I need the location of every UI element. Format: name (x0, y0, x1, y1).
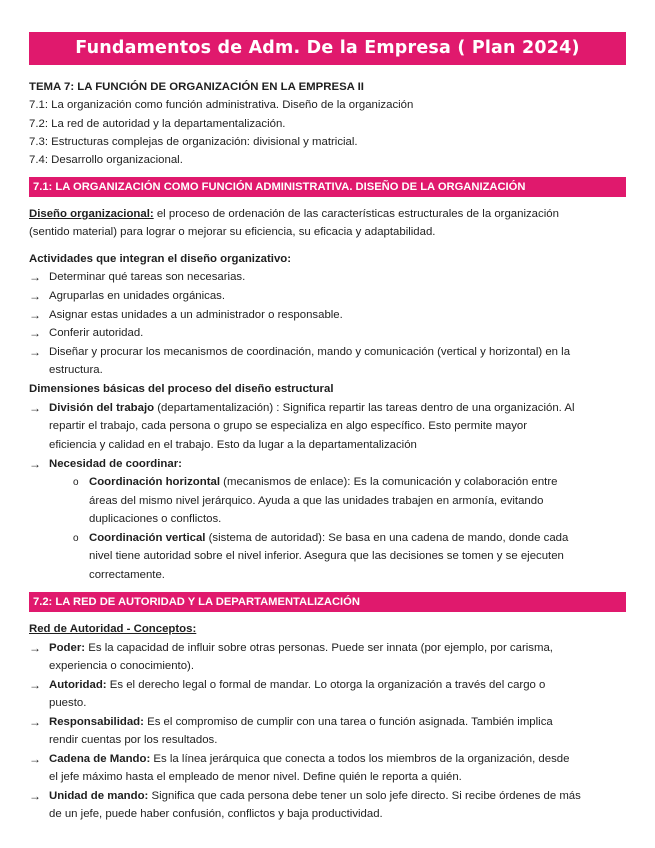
bullet-icon: o (73, 533, 79, 544)
list-item: Diseñar y procurar los mecanismos de coordinación, mando y comunicación (vertical y horizontal) en la (49, 346, 571, 358)
concept-text: Es el compromiso de cumplir con una tarea o función asignada. También implica (143, 716, 553, 728)
list-item-continuation: experiencia o conocimiento). (49, 660, 194, 672)
coord-h-text: (mecanismos de enlace): Es la comunicación y colaboración entre (220, 476, 558, 488)
toc-item: 7.4: Desarrollo organizacional. (29, 154, 183, 166)
definition-text: el proceso de ordenación de las características estructurales de la organización (153, 208, 559, 220)
arrow-icon: → (29, 270, 41, 284)
list-item (49, 751, 569, 768)
list-item-continuation: puesto. (49, 697, 87, 709)
dimensions-title: Dimensiones básicas del proceso del diseño estructural (29, 383, 334, 395)
coord-v-text: (sistema de autoridad): Se basa en una cadena de mando, donde cada (205, 532, 569, 544)
arrow-icon: → (29, 289, 41, 303)
concept-text: Es la línea jerárquica que conecta a todos los miembros de la organización, desde (150, 753, 570, 765)
list-item (49, 640, 553, 657)
sub-list-item-continuation: nivel tiene autoridad sobre el nivel inferior. Asegura que las decisiones se tomen y se ejecuten (89, 550, 564, 562)
division-term: División del trabajo (49, 402, 155, 414)
arrow-icon: → (29, 401, 41, 415)
concept-term: Responsabilidad: (49, 716, 144, 728)
concept-text: Es el derecho legal o formal de mandar. Lo otorga la organización a través del cargo o (106, 679, 546, 691)
arrow-icon: → (29, 345, 41, 359)
toc-item: 7.2: La red de autoridad y la departamentalización. (29, 118, 286, 130)
sub-list-item-continuation: áreas del mismo nivel jerárquico. Ayuda a que las unidades trabajen en armonía, evitando (89, 495, 544, 507)
concept-text: Es la capacidad de influir sobre otras personas. Puede ser innata (por ejemplo, por carisma, (85, 642, 553, 654)
list-item (49, 677, 545, 694)
definition-line (29, 206, 559, 223)
list-item (49, 714, 553, 731)
list-item-continuation: el jefe máximo hasta el empleado de menor nivel. Define quién le reporta a quién. (49, 771, 462, 783)
list-item-continuation: repartir el trabajo, cada persona o grupo se especializa en algo específico. Esto permite mayor (49, 420, 528, 432)
list-item: Conferir autoridad. (49, 327, 144, 339)
arrow-icon: → (29, 308, 41, 322)
list-item: Determinar qué tareas son necesarias. (49, 271, 246, 283)
definition-term: Diseño organizacional: (29, 208, 154, 220)
division-text: (departamentalización) : Significa repartir las tareas dentro de una organización. Al (154, 402, 575, 414)
arrow-icon: → (29, 789, 41, 803)
list-item (49, 400, 575, 417)
list-item (49, 788, 581, 805)
concept-term: Cadena de Mando: (49, 753, 151, 765)
coord-h-term: Coordinación horizontal (89, 476, 220, 488)
bullet-icon: o (73, 477, 79, 488)
arrow-icon: → (29, 752, 41, 766)
coordination-title: Necesidad de coordinar: (49, 458, 182, 470)
arrow-icon: → (29, 641, 41, 655)
toc-title: TEMA 7: LA FUNCIÓN DE ORGANIZACIÓN EN LA EMPRESA II (29, 81, 364, 93)
concept-term: Autoridad: (49, 679, 107, 691)
list-item: Agruparlas en unidades orgánicas. (49, 290, 226, 302)
activities-title: Actividades que integran el diseño organizativo: (29, 253, 292, 265)
toc-item: 7.3: Estructuras complejas de organización: divisional y matricial. (29, 136, 358, 148)
subsection-title: Red de Autoridad - Conceptos: (29, 623, 197, 635)
list-item-continuation: eficiencia y calidad en el trabajo. Esto da lugar a la departamentalización (49, 439, 417, 451)
definition-line-2: (sentido material) para lograr o mejorar su eficiencia, su eficacia y adaptabilidad. (29, 226, 436, 238)
sub-list-item-continuation: duplicaciones o conflictos. (89, 513, 222, 525)
sub-list-item-continuation: correctamente. (89, 569, 165, 581)
list-item: Asignar estas unidades a un administrador o responsable. (49, 309, 343, 321)
list-item-continuation: de un jefe, puede haber confusión, conflictos y baja productividad. (49, 808, 383, 820)
section-heading-7-2: 7.2: LA RED DE AUTORIDAD Y LA DEPARTAMENTALIZACIÓN (29, 592, 626, 612)
arrow-icon: → (29, 326, 41, 340)
section-heading-7-1: 7.1: LA ORGANIZACIÓN COMO FUNCIÓN ADMINISTRATIVA. DISEÑO DE LA ORGANIZACIÓN (29, 177, 626, 197)
arrow-icon: → (29, 457, 41, 471)
sub-list-item (89, 474, 557, 491)
concept-term: Poder: (49, 642, 86, 654)
document-title-banner: Fundamentos de Adm. De la Empresa ( Plan 2024) (29, 32, 626, 65)
list-item-continuation: rendir cuentas por los resultados. (49, 734, 218, 746)
toc-item: 7.1: La organización como función administrativa. Diseño de la organización (29, 99, 414, 111)
arrow-icon: → (29, 715, 41, 729)
concept-text: Significa que cada persona debe tener un solo jefe directo. Si recibe órdenes de más (148, 790, 581, 802)
coord-v-term: Coordinación vertical (89, 532, 206, 544)
list-item-continuation: estructura. (49, 364, 103, 376)
arrow-icon: → (29, 678, 41, 692)
concept-term: Unidad de mando: (49, 790, 149, 802)
sub-list-item (89, 530, 568, 547)
